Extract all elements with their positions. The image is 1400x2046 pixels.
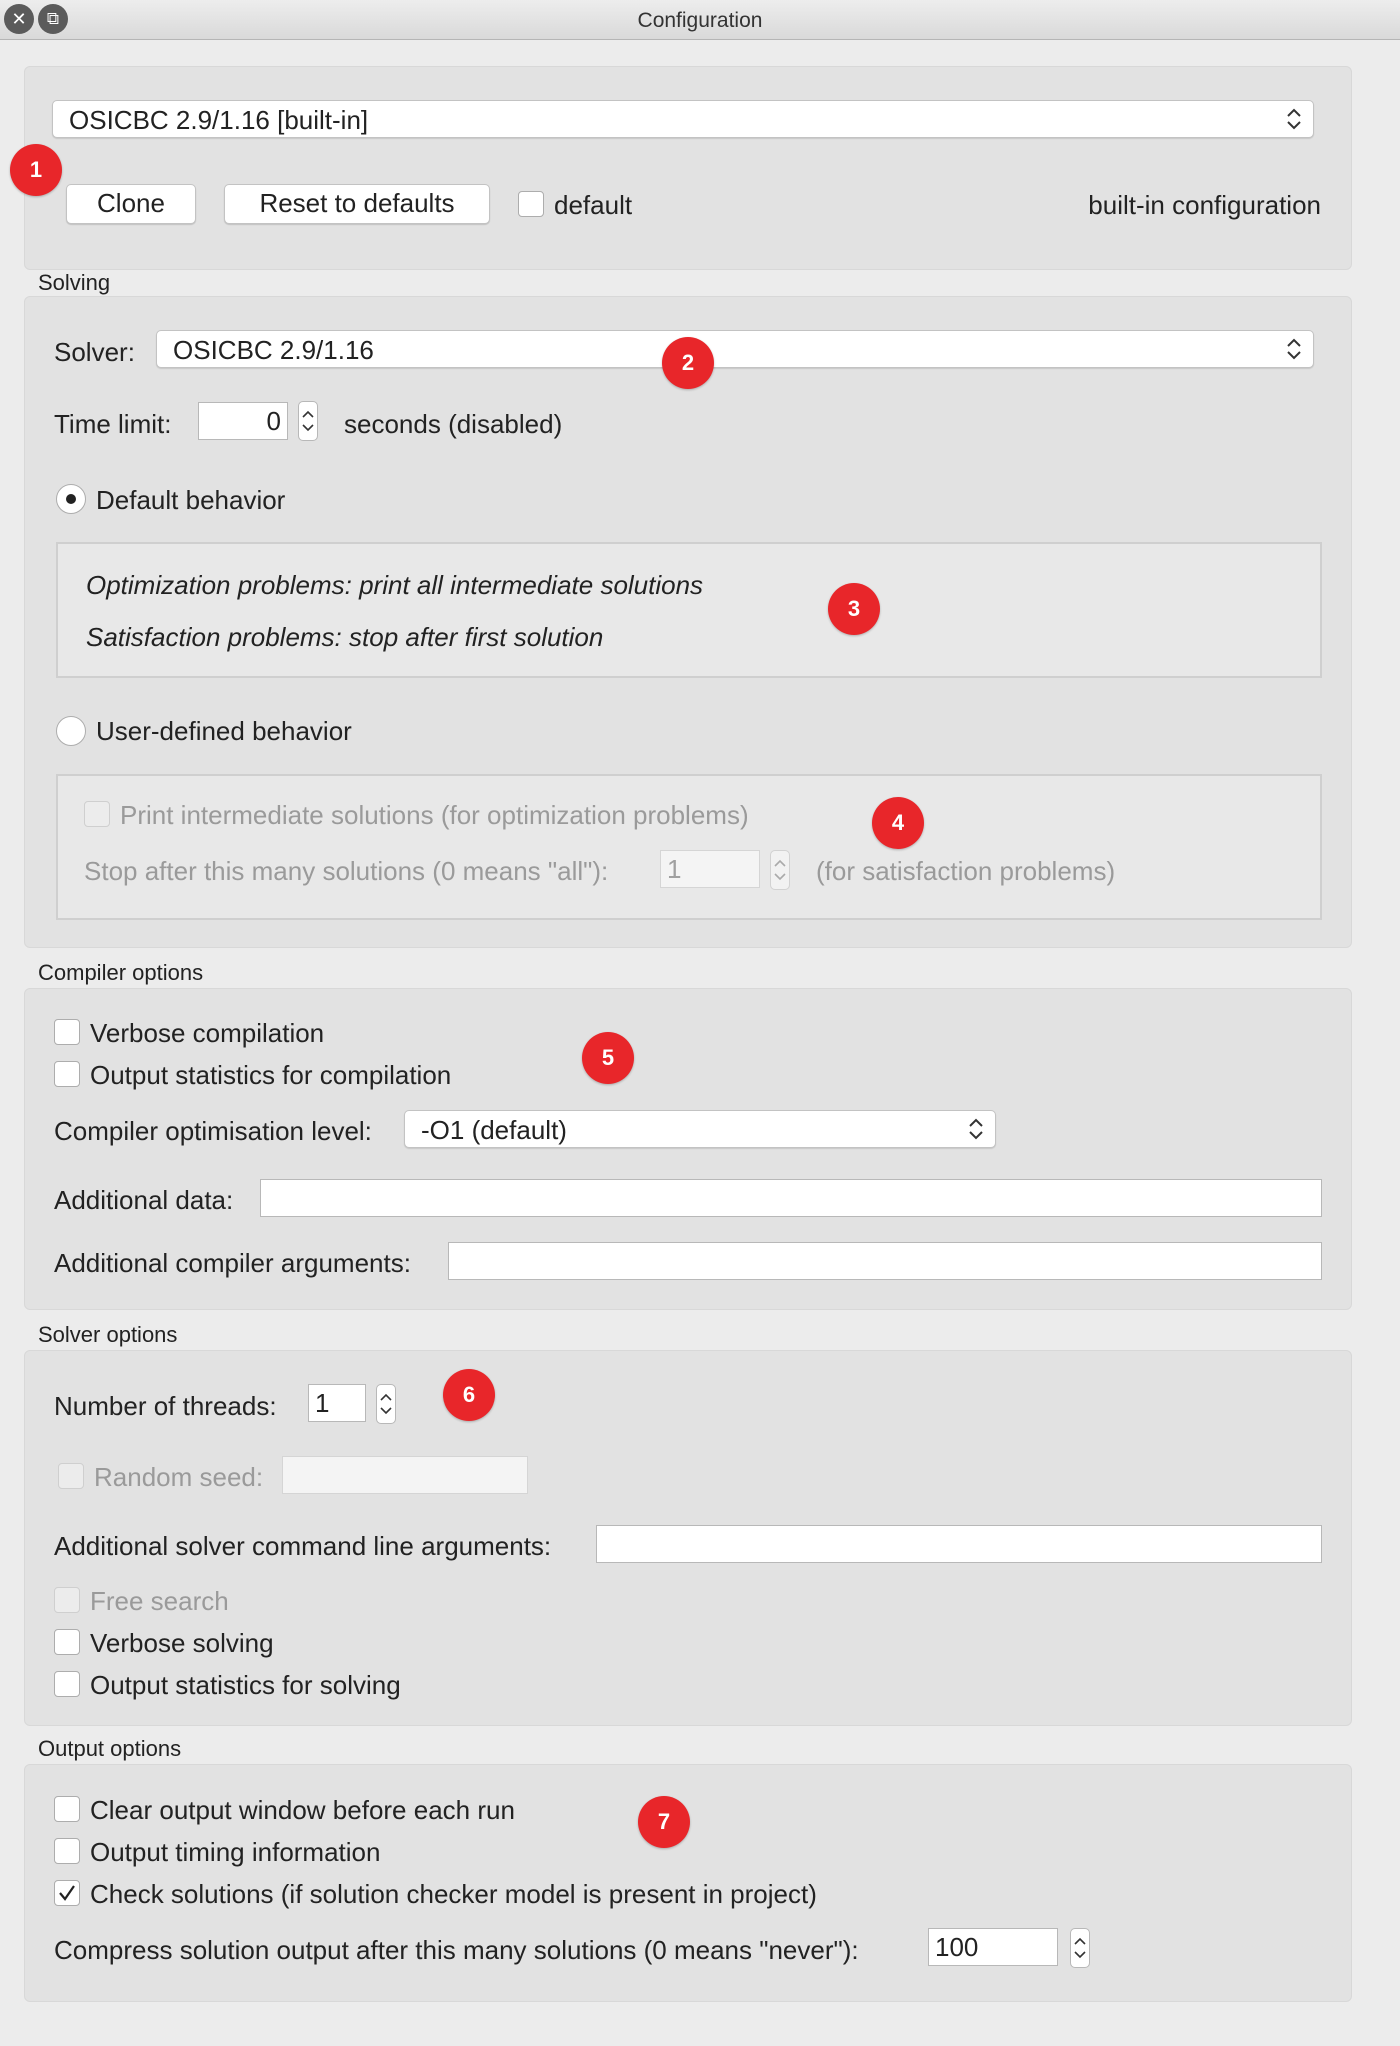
solver-options-section-label: Solver options [38, 1322, 178, 1347]
timing-info-label: Output timing information [90, 1837, 381, 1867]
user-behavior-box [56, 774, 1322, 920]
clone-button[interactable]: Clone [66, 184, 196, 224]
time-limit-stepper[interactable] [298, 401, 318, 441]
additional-compiler-args-label: Additional compiler arguments: [54, 1248, 411, 1278]
default-desc-optimization: Optimization problems: print all intermediate solutions [86, 570, 704, 600]
stepper-arrows-icon [1071, 1929, 1089, 1967]
annotation-badge-1: 1 [10, 144, 62, 196]
random-seed-label: Random seed: [94, 1462, 264, 1492]
annotation-badge-6: 6 [443, 1369, 495, 1421]
solver-label: Solver: [54, 337, 135, 367]
additional-data-input[interactable] [260, 1179, 1322, 1217]
title-bar [0, 0, 1400, 40]
config-status-text: built-in configuration [1088, 190, 1321, 220]
clear-output-label: Clear output window before each run [90, 1795, 515, 1825]
timing-info-checkbox[interactable] [54, 1838, 80, 1864]
print-intermediate-label: Print intermediate solutions (for optimization problems) [120, 800, 749, 830]
solver-select-value: OSICBC 2.9/1.16 [173, 335, 374, 365]
additional-compiler-args-input[interactable] [448, 1242, 1322, 1280]
solver-select[interactable] [156, 330, 1314, 368]
verbose-compilation-label: Verbose compilation [90, 1018, 325, 1048]
stop-after-stepper[interactable] [770, 850, 790, 890]
window-title: Configuration [637, 9, 763, 32]
config-panel [24, 66, 1352, 270]
free-search-label: Free search [90, 1586, 229, 1616]
solver-cmdline-input[interactable] [596, 1525, 1322, 1563]
default-behavior-label: Default behavior [96, 485, 286, 515]
stepper-arrows-icon [299, 402, 317, 440]
time-limit-label: Time limit: [54, 409, 172, 439]
opt-level-value: -O1 (default) [421, 1115, 567, 1145]
user-behavior-label: User-defined behavior [96, 716, 352, 746]
check-solutions-label: Check solutions (if solution checker model is present in project) [90, 1879, 817, 1909]
compress-output-input[interactable]: 100 [928, 1928, 1058, 1966]
print-intermediate-checkbox[interactable] [84, 801, 110, 827]
default-checkbox[interactable] [518, 191, 544, 217]
config-select[interactable] [52, 100, 1314, 138]
opt-level-select[interactable] [404, 1110, 996, 1148]
check-solutions-checkbox[interactable] [54, 1880, 80, 1906]
annotation-badge-5: 5 [582, 1032, 634, 1084]
clear-output-checkbox[interactable] [54, 1796, 80, 1822]
opt-level-label: Compiler optimisation level: [54, 1116, 372, 1146]
default-behavior-box [56, 542, 1322, 678]
random-seed-input[interactable] [282, 1456, 528, 1494]
verbose-solving-checkbox[interactable] [54, 1629, 80, 1655]
chevron-updown-icon [967, 1115, 985, 1143]
default-label: default [554, 190, 633, 220]
radio-selected-dot [66, 494, 76, 504]
annotation-badge-3: 3 [828, 583, 880, 635]
restore-window-icon[interactable]: ⧉ [38, 4, 68, 34]
threads-input[interactable]: 1 [308, 1384, 366, 1422]
compiler-section-label: Compiler options [38, 960, 204, 985]
stepper-arrows-icon [377, 1385, 395, 1423]
verbose-compilation-checkbox[interactable] [54, 1019, 80, 1045]
solving-stats-label: Output statistics for solving [90, 1670, 401, 1700]
stop-after-label: Stop after this many solutions (0 means "all"): [84, 856, 609, 886]
solving-stats-checkbox[interactable] [54, 1671, 80, 1697]
annotation-badge-4: 4 [872, 797, 924, 849]
random-seed-checkbox[interactable] [58, 1463, 84, 1489]
close-icon[interactable]: ✕ [4, 4, 34, 34]
checkmark-icon [55, 1881, 79, 1905]
compress-output-stepper[interactable] [1070, 1928, 1090, 1968]
chevron-updown-icon [1285, 335, 1303, 363]
user-behavior-radio[interactable] [56, 716, 86, 746]
threads-stepper[interactable] [376, 1384, 396, 1424]
free-search-checkbox[interactable] [54, 1587, 80, 1613]
default-behavior-radio[interactable] [56, 484, 86, 514]
solving-section-label: Solving [38, 270, 111, 295]
annotation-badge-2: 2 [662, 337, 714, 389]
additional-data-label: Additional data: [54, 1185, 234, 1215]
config-select-value: OSICBC 2.9/1.16 [built-in] [69, 105, 369, 135]
default-desc-satisfaction: Satisfaction problems: stop after first solution [86, 622, 604, 652]
time-limit-input[interactable]: 0 [198, 402, 288, 440]
stepper-arrows-icon [771, 851, 789, 889]
compilation-stats-label: Output statistics for compilation [90, 1060, 452, 1090]
chevron-updown-icon [1285, 105, 1303, 133]
time-limit-suffix: seconds (disabled) [344, 409, 563, 439]
solver-cmdline-label: Additional solver command line arguments: [54, 1531, 552, 1561]
annotation-badge-7: 7 [638, 1796, 690, 1848]
output-section-label: Output options [38, 1736, 182, 1761]
threads-label: Number of threads: [54, 1391, 277, 1421]
compress-output-label: Compress solution output after this many solutions (0 means "never"): [54, 1935, 859, 1965]
reset-defaults-button[interactable]: Reset to defaults [224, 184, 490, 224]
compilation-stats-checkbox[interactable] [54, 1061, 80, 1087]
stop-after-suffix: (for satisfaction problems) [816, 856, 1116, 886]
stop-after-input[interactable]: 1 [660, 850, 760, 888]
verbose-solving-label: Verbose solving [90, 1628, 274, 1658]
